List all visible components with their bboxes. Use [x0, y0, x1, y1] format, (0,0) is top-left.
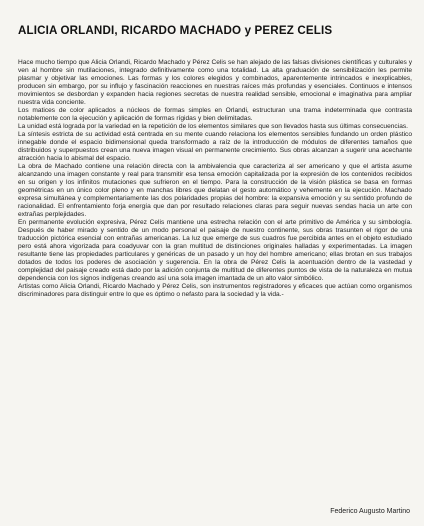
paragraph: La obra de Machado contiene una relación directa con la ambivalencia que caracteriza al ser americano y que el artista asume alcanzando una imagen constante y real para transmitir esa tensa emoción capitalizada por la expresión de los contenidos recibidos en su origen y los infinitos mutaciones que sufrieron en el tiempo. Para la construcción de la visión plástica se basa en formas geométricas en un único color pleno y en manchas libres que delatan el gesto automático y vehemente en la ejecución. Machado expresa simultánea y complementariamente las dos polaridades propias del hombre: la expansiva emoción y su sentido profundo de racionalidad. El enfrentamiento forja energía que dan por resultado relaciones claras para seguir nuevas sendas hacia un arte con extrañas perplejidades. [18, 163, 412, 218]
paragraph: Hace mucho tiempo que Alicia Orlandi, Ricardo Machado y Pérez Celis se han alejado de las falsas divisiones científicas y culturales y ven al hombre sin mutilaciones, integrado definitivamente como una totalidad. La alta graduación de sensibilización les permite plasmar y objetivar las emociones. Las formas y los colores elegidos y combinados, aparentemente intrincados e inexplicables, producen sin embargo, por su influjo y fascinación reacciones en nuestras raíces más profundas y esenciales. Continuos e intensos movimientos se desbordan y expanden hacia regiones secretas de nuestra realidad sensible, emocional e imaginativa para ampliar nuestra vida conciente. [18, 59, 412, 106]
author-signature: Federico Augusto Martino [330, 508, 410, 515]
paragraph: En permanente evolución expresiva, Pérez Celis mantiene una estrecha relación con el arte primitivo de América y su simbología. Después de haber mirado y sentido de un modo personal el paisaje de nuestro continente, sus obras trasunten el rigor de una traducción pictórica esencial con entrañas americanas. La luz que emerge de sus cuadros fue percibida antes en el objeto estudiado pero está ahora vigorizada para coadyuvar con la gran multitud de distinciones originales halladas y experimentadas. La imagen resultante tiene las propiedades particulares y genéricas de un pasado y un hoy del hombre americano; ellas brotan en sus trabajos dotados de todos los poderes de asociación y sugerencia. En la obra de Pérez Celis la acentuación dentro de la vastedad y complejidad del paisaje creado está dado por la adición conjunta de multitud de diferentes puntos de vista de la naturaleza en mutua dependencia con los signos indígenas creando así una sola imagen imantada de un alto valor simbólico. [18, 219, 412, 282]
paragraph: La unidad está lograda por la variedad en la repetición de los elementos similares que son llevados hasta sus últimas consecuencias. [18, 123, 408, 130]
page-title: ALICIA ORLANDI, RICARDO MACHADO y PEREZ CELIS [18, 24, 333, 37]
paragraph: La síntesis estricta de su actividad está centrada en su mente cuando relaciona los elementos sensibles fundando un orden plástico innegable donde el espacio bidimensional queda transformado a raíz de la introducción de módulos de diferentes tamaños que distribuidos y superpuestos crean una nueva imagen visual en permanente crecimiento. Sus obras alcanzan a sugerir una acechante atracción hacia lo abismal del espacio. [18, 131, 412, 162]
paragraph: Los matices de color aplicados a núcleos de formas simples en Orlandi, estructuran una trama indeterminada que contrasta notablemente con la ejecución y aplicación de formas rígidas y bien delimitadas. [18, 107, 412, 122]
article-body [18, 59, 412, 299]
paragraph: Artistas como Alicia Orlandi, Ricardo Machado y Pérez Celis, son instrumentos registradores y eficaces que actúan como organismos discriminadores para distinguir entre lo que es óptimo o nefasto para la sociedad y la vida.- [18, 283, 412, 298]
